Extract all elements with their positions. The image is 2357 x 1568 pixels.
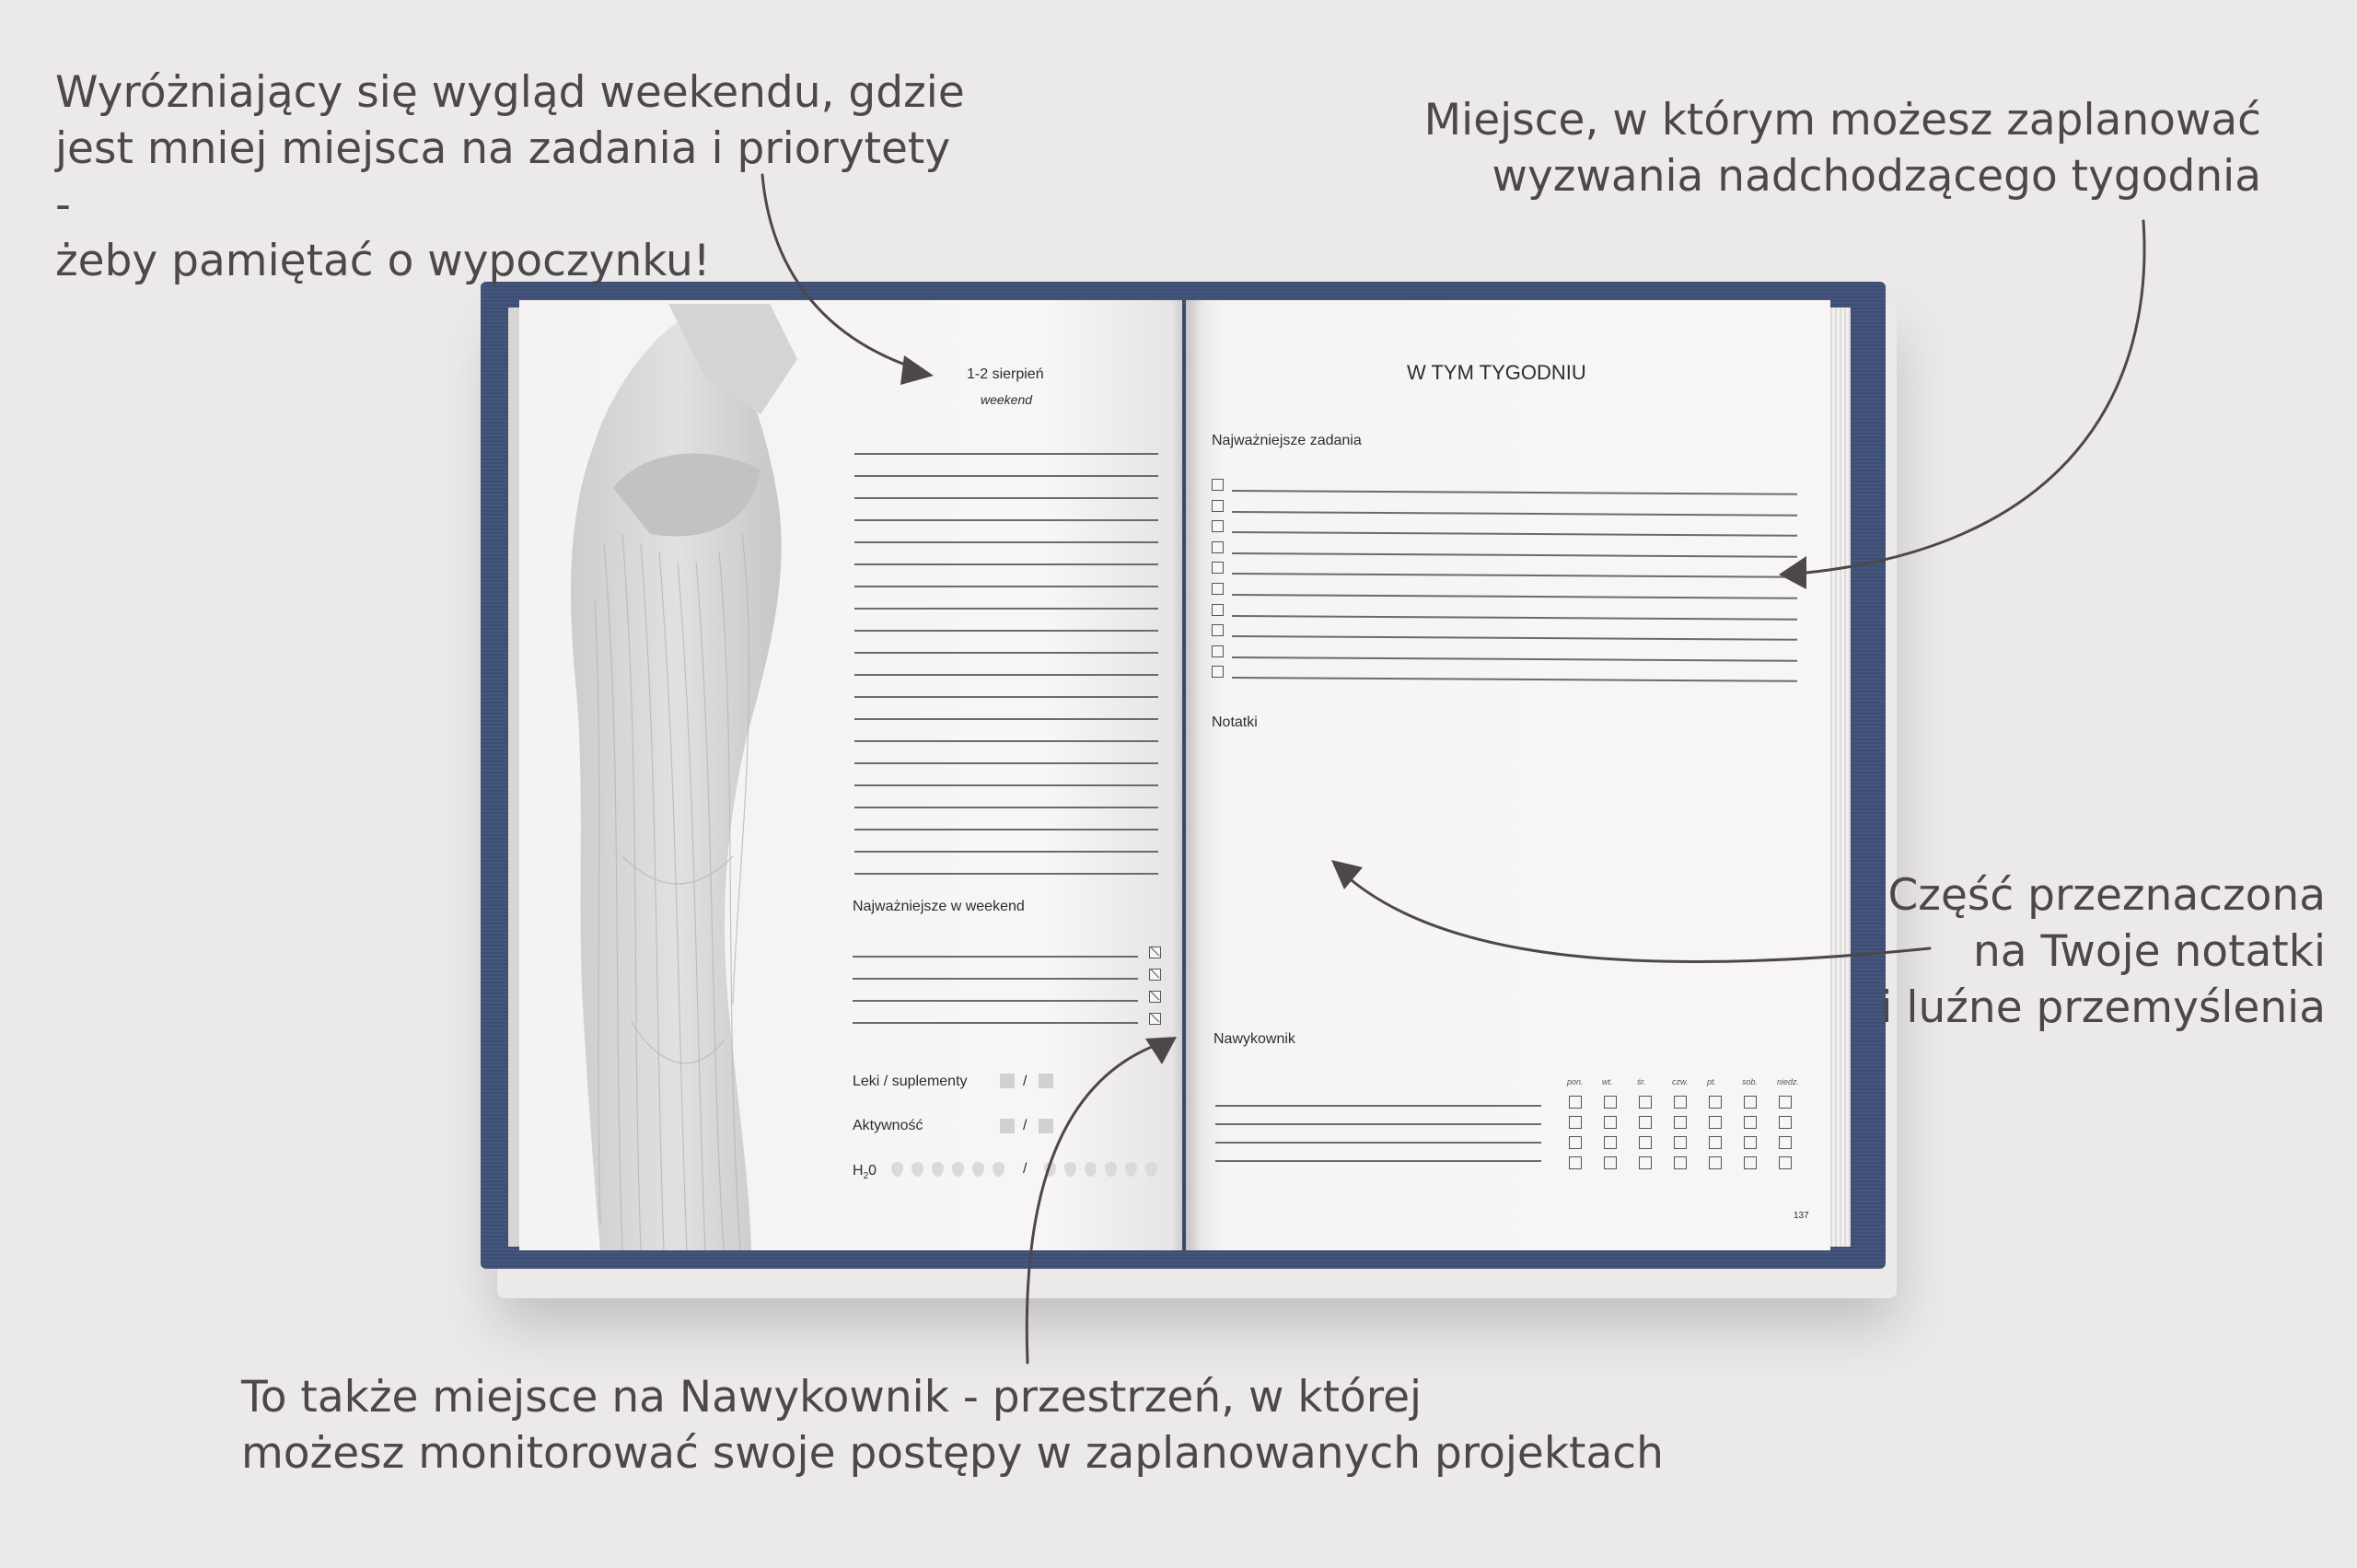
water-label: $H_20$ [853,1163,877,1182]
supplements-slash: / [1023,1074,1028,1089]
weekend-priorities-heading: Najważniejsze w weekend [853,899,1025,914]
notes-heading: Notatki [1212,714,1258,730]
arrow-weekend [762,175,921,370]
callout-weekend: Wyróżniający się wygląd weekendu, gdzie jest mniej miejsca na zadania i priorytety - żeby pamiętać o wypoczynku! [55,67,965,286]
arrowhead-weekend [900,355,934,385]
habits-heading: Nawykownik [1213,1031,1295,1047]
habit-day-label: śr. [1637,1077,1646,1086]
habit-day-label: czw. [1672,1077,1689,1086]
habit-day-label: wt. [1602,1077,1613,1086]
habit-day-label: niedz. [1777,1077,1800,1086]
supplements-label: Leki / suplementy [853,1074,968,1089]
week-title: W TYM TYGODNIU [1407,361,1586,384]
weekend-label: weekend [981,392,1033,407]
week-tasks-heading: Najważniejsze zadania [1212,433,1362,448]
callout-notes: Część przeznaczona na Twoje notatki i luźne przemyślenia [1880,870,2326,1033]
page-number: 137 [1794,1211,1809,1221]
callout-habit-tracker: To także miejsce na Nawykownik - przestrzeń, w której możesz monitorować swoje postępy w zaplanowanych projektach [241,1372,1664,1479]
weekend-date: 1-2 sierpień [967,366,1044,382]
habit-day-label: pon. [1567,1077,1584,1086]
habit-day-label: sob. [1742,1077,1759,1086]
arrow-week-challenges [1786,221,2144,575]
arrowhead-habit-tracker [1145,1037,1177,1064]
water-slash: / [1023,1161,1028,1177]
activity-slash: / [1023,1118,1028,1133]
callout-week-challenges: Miejsce, w którym możesz zaplanować wyzwania nadchodzącego tygodnia [1423,95,2261,202]
arrow-notes [1335,865,1930,962]
arrowhead-week-challenges [1779,556,1806,589]
habit-day-label: pt. [1707,1077,1717,1086]
activity-label: Aktywność [853,1118,923,1133]
arrow-habit-tracker [1027,1040,1169,1363]
